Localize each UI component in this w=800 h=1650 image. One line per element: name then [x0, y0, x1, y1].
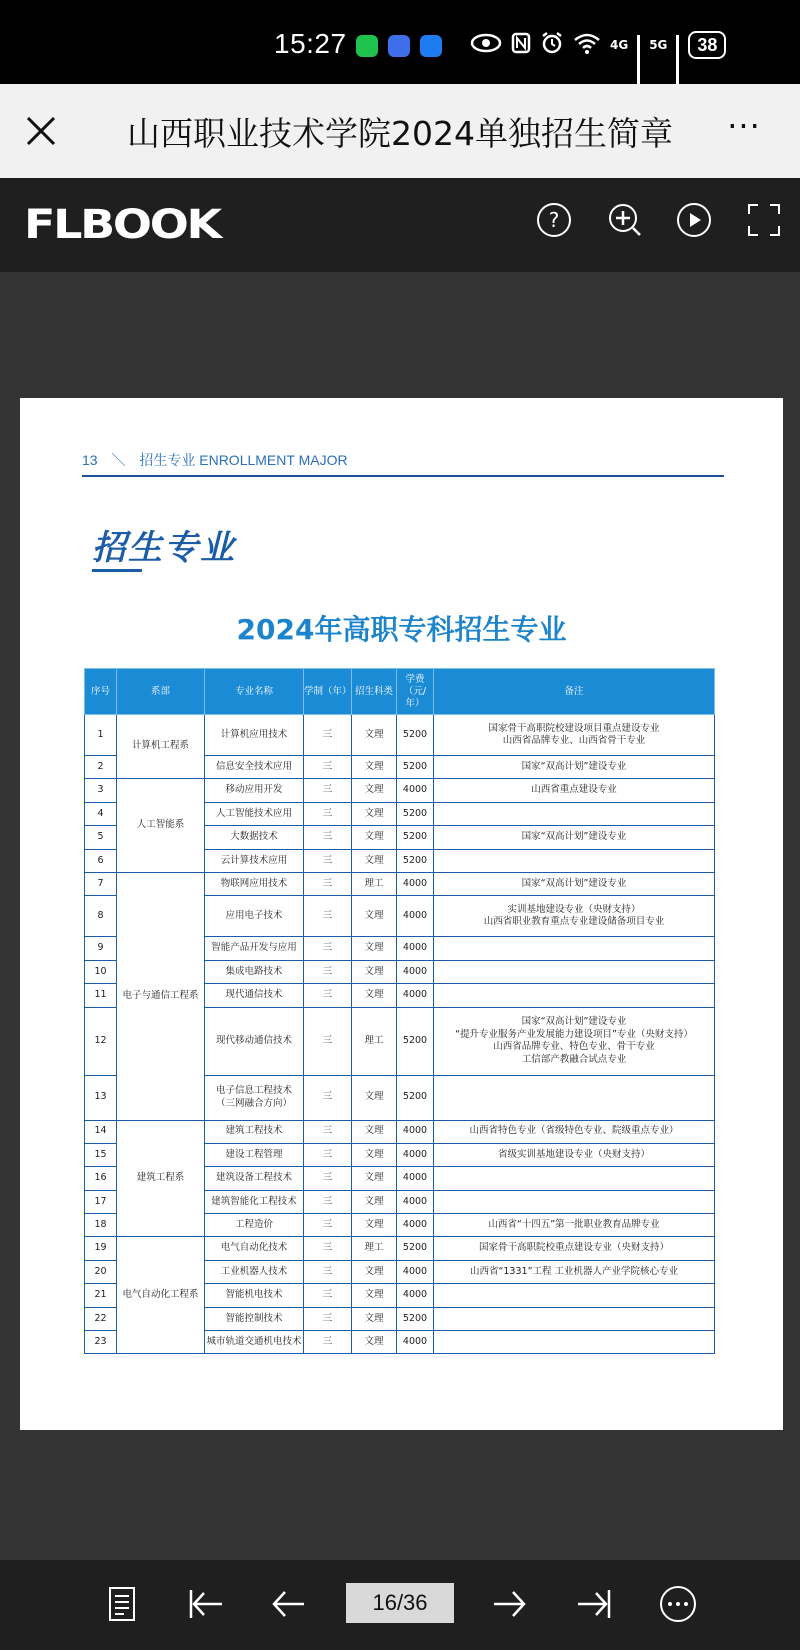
- zoom-in-button[interactable]: [607, 202, 643, 238]
- svg-text:?: ?: [548, 208, 560, 232]
- note-cell: 国家“双高计划”建设专业: [434, 872, 715, 895]
- note-cell: [434, 1190, 715, 1213]
- category-cell: 文理: [352, 826, 397, 849]
- fee-cell: 5200: [397, 756, 434, 779]
- years-cell: 三: [304, 715, 352, 756]
- more-button[interactable]: [658, 1584, 698, 1624]
- note-cell: 国家骨干高职院校重点建设专业（央财支持）: [434, 1237, 715, 1260]
- fee-cell: 4000: [397, 1120, 434, 1143]
- note-cell: [434, 984, 715, 1007]
- category-cell: 文理: [352, 1075, 397, 1120]
- row-no: 23: [85, 1331, 117, 1354]
- major-cell: 大数据技术: [205, 826, 304, 849]
- heading-underline: [92, 569, 142, 572]
- years-cell: 三: [304, 960, 352, 983]
- arrow-left-icon: [268, 1584, 308, 1624]
- category-cell: 文理: [352, 756, 397, 779]
- row-no: 5: [85, 826, 117, 849]
- first-page-icon: [186, 1584, 226, 1624]
- note-cell: 山西省重点建设专业: [434, 779, 715, 802]
- category-cell: 文理: [352, 1331, 397, 1354]
- page-indicator[interactable]: 16/36: [346, 1583, 454, 1623]
- category-cell: 文理: [352, 1167, 397, 1190]
- table-row: [85, 1237, 715, 1260]
- category-cell: 文理: [352, 984, 397, 1007]
- major-cell: 移动应用开发: [205, 779, 304, 802]
- years-cell: 三: [304, 1284, 352, 1307]
- app-notification-icon: [388, 35, 410, 57]
- row-no: 8: [85, 896, 117, 937]
- fee-cell: 5200: [397, 1307, 434, 1330]
- years-cell: 三: [304, 779, 352, 802]
- table-title: 2024年高职专科招生专业: [236, 613, 567, 646]
- note-cell: [434, 1075, 715, 1120]
- major-line: 电子信息工程技术: [215, 1085, 292, 1097]
- major-cell: 建筑设备工程技术: [205, 1167, 304, 1190]
- note-cell: [434, 960, 715, 983]
- page-number: 13: [82, 452, 98, 468]
- header-divider: [82, 475, 724, 477]
- majors-table: [84, 668, 715, 1354]
- col-header: 系部: [117, 669, 205, 715]
- note-line: 国家骨干高职院校建设项目重点建设专业: [488, 722, 660, 734]
- major-cell: 现代移动通信技术: [205, 1007, 304, 1075]
- table-row: [85, 715, 715, 756]
- note-cell: 山西省“1331”工程 工业机器人产业学院核心专业: [434, 1260, 715, 1283]
- years-cell: 三: [304, 1007, 352, 1075]
- years-cell: 三: [304, 826, 352, 849]
- fullscreen-button[interactable]: [746, 202, 782, 238]
- row-no: 9: [85, 937, 117, 960]
- years-cell: 三: [304, 1190, 352, 1213]
- status-bar: [0, 0, 800, 84]
- fee-cell: 5200: [397, 826, 434, 849]
- row-no: 2: [85, 756, 117, 779]
- major-cell: [205, 1075, 304, 1120]
- category-cell: 文理: [352, 1214, 397, 1237]
- header-slash: ＼: [111, 452, 126, 468]
- col-header: 招生科类: [352, 669, 397, 715]
- fee-cell: 4000: [397, 1143, 434, 1166]
- pin-notification-icon: [420, 35, 442, 57]
- fee-cell: 5200: [397, 1007, 434, 1075]
- years-cell: 三: [304, 896, 352, 937]
- dept-cell: 电子与通信工程系: [117, 872, 205, 1120]
- close-icon: [22, 112, 60, 150]
- table-row: [85, 1120, 715, 1143]
- category-cell: 理工: [352, 1237, 397, 1260]
- flbook-toolbar: [0, 178, 800, 272]
- battery-indicator: 38: [688, 31, 726, 59]
- page-title: 山西职业技术学院2024单独招生简章: [127, 114, 673, 153]
- close-button[interactable]: [22, 112, 60, 150]
- major-cell: 智能控制技术: [205, 1307, 304, 1330]
- years-cell: 三: [304, 937, 352, 960]
- help-button[interactable]: [536, 202, 572, 238]
- years-cell: 三: [304, 1237, 352, 1260]
- years-cell: 三: [304, 1260, 352, 1283]
- fee-cell: 4000: [397, 937, 434, 960]
- flbook-logo: FLBOOK: [24, 202, 220, 248]
- signal-icon-1: [637, 35, 640, 55]
- bottom-navigation-bar: [0, 1560, 800, 1650]
- note-cell: [434, 1007, 715, 1075]
- years-cell: 三: [304, 1307, 352, 1330]
- major-cell: 工程造价: [205, 1214, 304, 1237]
- years-cell: 三: [304, 802, 352, 825]
- note-cell: 山西省特色专业（省级特色专业、院级重点专业）: [434, 1120, 715, 1143]
- note-cell: [434, 896, 715, 937]
- fee-cell: 5200: [397, 802, 434, 825]
- more-icon: [658, 1584, 698, 1624]
- years-cell: 三: [304, 1331, 352, 1354]
- category-cell: 文理: [352, 1260, 397, 1283]
- last-page-icon: [574, 1584, 614, 1624]
- fee-cell: 4000: [397, 1167, 434, 1190]
- more-options-button[interactable]: ···: [727, 107, 761, 145]
- note-cell: [434, 1284, 715, 1307]
- row-no: 17: [85, 1190, 117, 1213]
- fee-cell: 4000: [397, 1260, 434, 1283]
- note-cell: [434, 715, 715, 756]
- fee-cell: 4000: [397, 779, 434, 802]
- row-no: 11: [85, 984, 117, 1007]
- major-cell: 应用电子技术: [205, 896, 304, 937]
- category-cell: 文理: [352, 1120, 397, 1143]
- fee-cell: 4000: [397, 1190, 434, 1213]
- col-header: 学费（元/年）: [397, 669, 434, 715]
- note-cell: [434, 1307, 715, 1330]
- years-cell: 三: [304, 1167, 352, 1190]
- row-no: 15: [85, 1143, 117, 1166]
- document-page[interactable]: [20, 398, 783, 1430]
- row-no: 10: [85, 960, 117, 983]
- note-cell: [434, 937, 715, 960]
- fee-cell: 5200: [397, 1075, 434, 1120]
- row-no: 6: [85, 849, 117, 872]
- major-cell: 建筑工程技术: [205, 1120, 304, 1143]
- network-5g-label: 5G: [649, 38, 668, 52]
- col-header: 学制（年）: [304, 669, 352, 715]
- row-no: 19: [85, 1237, 117, 1260]
- row-no: 22: [85, 1307, 117, 1330]
- major-cell: 集成电路技术: [205, 960, 304, 983]
- next-page-button[interactable]: [490, 1584, 530, 1624]
- major-cell: 工业机器人技术: [205, 1260, 304, 1283]
- years-cell: 三: [304, 984, 352, 1007]
- row-no: 12: [85, 1007, 117, 1075]
- row-no: 4: [85, 802, 117, 825]
- note-line: 国家“双高计划”建设专业: [521, 1016, 627, 1028]
- fee-cell: 5200: [397, 849, 434, 872]
- note-line: 山西省品牌专业、山西省骨干专业: [502, 735, 646, 746]
- category-cell: 文理: [352, 849, 397, 872]
- col-header: 序号: [85, 669, 117, 715]
- category-cell: 文理: [352, 1307, 397, 1330]
- table-header-row: [85, 669, 715, 715]
- row-no: 3: [85, 779, 117, 802]
- status-time: 15:27: [274, 28, 347, 59]
- eye-icon: [470, 33, 502, 58]
- fee-cell: 4000: [397, 872, 434, 895]
- row-no: 1: [85, 715, 117, 756]
- dept-cell: 人工智能系: [117, 779, 205, 873]
- major-cell: 现代通信技术: [205, 984, 304, 1007]
- section-heading: 招生专业: [92, 528, 236, 568]
- arrow-right-icon: [490, 1584, 530, 1624]
- contents-icon: [102, 1584, 142, 1624]
- years-cell: 三: [304, 1120, 352, 1143]
- note-line: “提升专业服务产业发展能力建设项目”专业（央财支持）: [455, 1028, 693, 1040]
- note-cell: [434, 1167, 715, 1190]
- row-no: 7: [85, 872, 117, 895]
- category-cell: 文理: [352, 802, 397, 825]
- signal-icon-2: [676, 35, 679, 55]
- major-cell: 信息安全技术应用: [205, 756, 304, 779]
- note-cell: 国家“双高计划”建设专业: [434, 826, 715, 849]
- note-cell: 山西省“十四五”第一批职业教育品牌专业: [434, 1214, 715, 1237]
- major-cell: 建设工程管理: [205, 1143, 304, 1166]
- years-cell: 三: [304, 1214, 352, 1237]
- note-cell: 国家“双高计划”建设专业: [434, 756, 715, 779]
- years-cell: 三: [304, 756, 352, 779]
- col-header: 专业名称: [205, 669, 304, 715]
- major-cell: 计算机应用技术: [205, 715, 304, 756]
- fee-cell: 5200: [397, 1237, 434, 1260]
- fee-cell: 4000: [397, 896, 434, 937]
- table-row: [85, 779, 715, 802]
- major-cell: 智能产品开发与应用: [205, 937, 304, 960]
- years-cell: 三: [304, 1075, 352, 1120]
- row-no: 13: [85, 1075, 117, 1120]
- category-cell: 文理: [352, 715, 397, 756]
- fee-cell: 4000: [397, 1284, 434, 1307]
- alarm-icon: [540, 31, 564, 60]
- network-4g-label: 4G: [610, 38, 629, 52]
- dept-cell: 计算机工程系: [117, 715, 205, 779]
- fee-cell: 5200: [397, 715, 434, 756]
- previous-page-button[interactable]: [268, 1584, 308, 1624]
- major-cell: 智能机电技术: [205, 1284, 304, 1307]
- category-cell: 文理: [352, 937, 397, 960]
- table-of-contents-button[interactable]: [102, 1584, 142, 1624]
- title-bar: [0, 84, 800, 178]
- note-line: 山西省职业教育重点专业建设储备项目专业: [483, 916, 665, 928]
- fee-cell: 4000: [397, 960, 434, 983]
- category-cell: 文理: [352, 960, 397, 983]
- table-row: [85, 872, 715, 895]
- fullscreen-icon: [746, 202, 782, 238]
- page-header: [82, 450, 348, 470]
- category-cell: 理工: [352, 1007, 397, 1075]
- major-line: （三网融合方向）: [215, 1097, 292, 1109]
- row-no: 16: [85, 1167, 117, 1190]
- category-cell: 文理: [352, 1190, 397, 1213]
- major-cell: 人工智能技术应用: [205, 802, 304, 825]
- row-no: 20: [85, 1260, 117, 1283]
- note-line: 工信部产教融合试点专业: [521, 1053, 627, 1065]
- last-page-button[interactable]: [574, 1584, 614, 1624]
- major-cell: 电气自动化技术: [205, 1237, 304, 1260]
- note-cell: [434, 849, 715, 872]
- category-cell: 文理: [352, 779, 397, 802]
- category-cell: 理工: [352, 872, 397, 895]
- dept-cell: 电气自动化工程系: [117, 1237, 205, 1354]
- years-cell: 三: [304, 1143, 352, 1166]
- major-cell: 物联网应用技术: [205, 872, 304, 895]
- row-no: 18: [85, 1214, 117, 1237]
- status-icons: [470, 30, 726, 60]
- major-cell: 建筑智能化工程技术: [205, 1190, 304, 1213]
- wifi-icon: [573, 32, 601, 59]
- first-page-button[interactable]: [186, 1584, 226, 1624]
- note-cell: [434, 802, 715, 825]
- help-icon: [536, 202, 572, 238]
- fee-cell: 4000: [397, 984, 434, 1007]
- fee-cell: 4000: [397, 1331, 434, 1354]
- category-cell: 文理: [352, 896, 397, 937]
- row-no: 21: [85, 1284, 117, 1307]
- category-cell: 文理: [352, 1284, 397, 1307]
- major-cell: 城市轨道交通机电技术: [205, 1331, 304, 1354]
- nfc-icon: [511, 32, 531, 59]
- row-no: 14: [85, 1120, 117, 1143]
- play-icon: [676, 202, 712, 238]
- autoplay-button[interactable]: [676, 202, 712, 238]
- note-line: 实训基地建设专业（央财支持）: [507, 903, 641, 915]
- years-cell: 三: [304, 849, 352, 872]
- note-line: 山西省品牌专业、特色专业、骨干专业: [493, 1041, 655, 1053]
- col-header: 备注: [434, 669, 715, 715]
- header-section-title: 招生专业 ENROLLMENT MAJOR: [139, 452, 348, 468]
- wechat-notification-icon: [356, 35, 378, 57]
- category-cell: 文理: [352, 1143, 397, 1166]
- zoom-in-icon: [607, 202, 643, 238]
- years-cell: 三: [304, 872, 352, 895]
- note-cell: [434, 1331, 715, 1354]
- note-cell: 省级实训基地建设专业（央财支持）: [434, 1143, 715, 1166]
- fee-cell: 4000: [397, 1214, 434, 1237]
- major-cell: 云计算技术应用: [205, 849, 304, 872]
- dept-cell: 建筑工程系: [117, 1120, 205, 1237]
